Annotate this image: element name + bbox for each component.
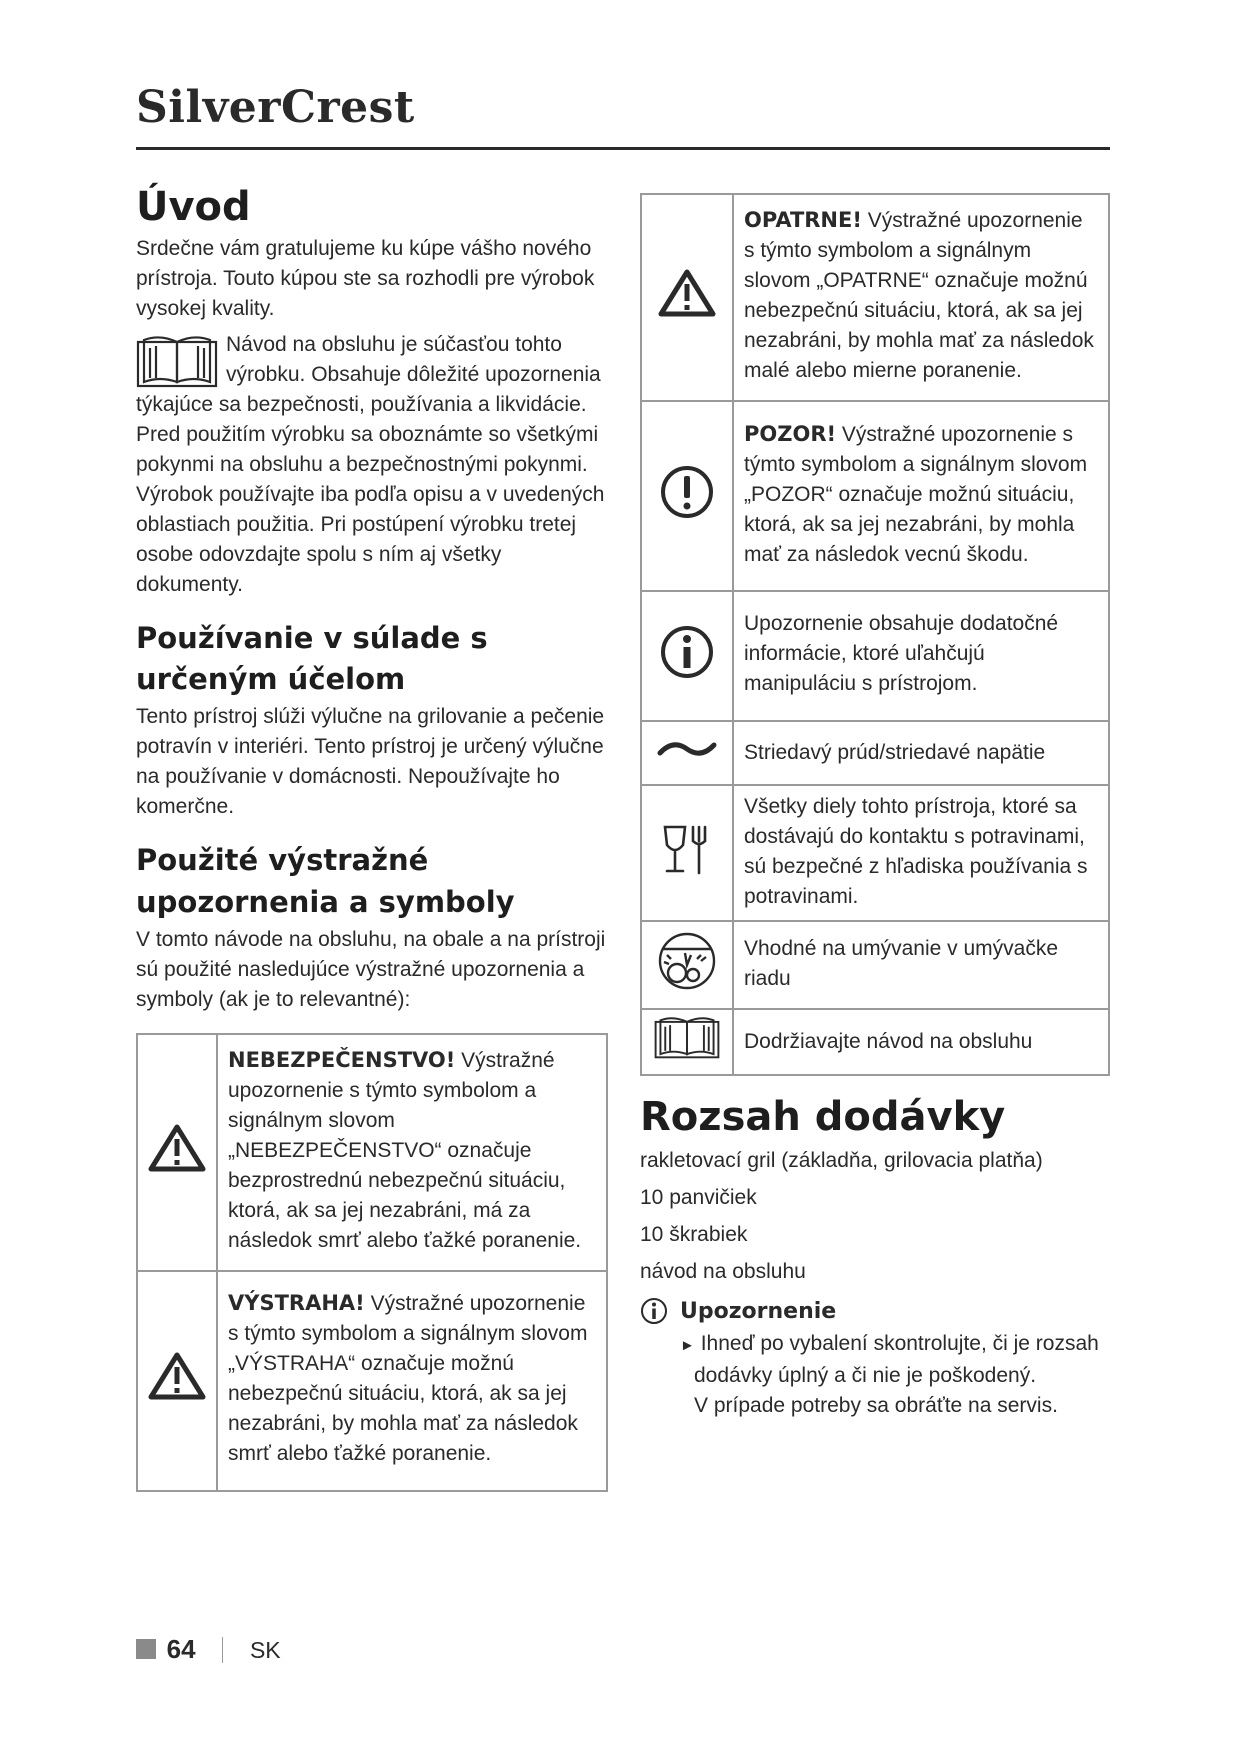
danger-keyword: NEBEZPEČENSTVO! [228, 1047, 456, 1072]
info-circle-icon [659, 624, 715, 680]
table-row [641, 1009, 1109, 1075]
list-item: 10 škrabiek [640, 1223, 748, 1246]
note-block [640, 1297, 1110, 1421]
scope-title: Rozsah dodávky [640, 1094, 1006, 1140]
manual-book-icon [654, 1015, 720, 1061]
food-safe-text: Všetky diely tohto prístroja, ktoré sa dostávajú do kontaktu s potravinami, sú bezpečné z hľadiska používania s potravinami. [744, 795, 1088, 908]
manual-text: Dodržiavajte návod na obsluhu [744, 1030, 1033, 1053]
scope-list [640, 1146, 1110, 1287]
intended-use-text: Tento prístroj slúži výlučne na grilovanie a pečenie potravín v interiéri. Tento prístroj je určený výlučne na používanie v domácnosti. Nepoužívajte ho komerčne. [136, 705, 605, 819]
alternating-current-icon [657, 737, 717, 761]
ac-text: Striedavý prúd/striedavé napätie [744, 741, 1046, 764]
caution-text: Výstražné upozornenie s týmto symbolom a signálnym slovom „OPATRNE“ označuje možnú nebezpečnú situáciu, ktorá, ak sa jej nezabráni, by mohla mať za následok malé alebo mierne poranenie. [744, 209, 1094, 382]
table-row [641, 921, 1109, 1009]
left-column [136, 184, 608, 1492]
list-item: rakletovací gril (základňa, grilovacia platňa) [640, 1149, 1043, 1172]
intro-manual-block [136, 330, 608, 600]
food-safe-icon [661, 821, 713, 877]
page-footer [136, 1634, 281, 1665]
intro-para1: Srdečne vám gratulujeme ku kúpe vášho nového prístroja. Touto kúpou ste sa rozhodli pre výrobok vysokej kvality. [136, 237, 595, 320]
note-line1: Ihneď po vybalení skontrolujte, či je rozsah dodávky úplný a či nie je poškodený. [694, 1332, 1099, 1387]
right-symbol-table [640, 193, 1110, 1076]
intro-para2: Návod na obsluhu je súčasťou tohto výrobku. Obsahuje dôležité upozornenia týkajúce sa bezpečnosti, používania a likvidácie. Pred použitím výrobku sa oboznámte so všetkými pokynmi na obsluhu a bezpečnostnými pokynmi. Výrobok používajte iba podľa opisu a v uvedených oblastiach použitia. Pri postúpení výrobku tretej osobe odovzdajte spolu s ním aj všetky dokumenty. [136, 333, 605, 596]
table-row [137, 1271, 607, 1491]
warning-keyword: VÝSTRAHA! [228, 1291, 365, 1316]
footer-divider [222, 1637, 223, 1663]
language-code: SK [249, 1637, 281, 1663]
notice-keyword: POZOR! [744, 421, 837, 446]
note-title: Upozornenie [680, 1298, 837, 1324]
notice-text: Výstražné upozornenie s týmto symbolom a signálnym slovom „POZOR“ označuje možnú situáciu, ktorá, ak sa jej nezabráni, by mohla mať za následok vecnú škodu. [744, 422, 1088, 566]
table-row [641, 401, 1109, 591]
info-circle-icon [640, 1297, 668, 1325]
table-row [137, 1034, 607, 1271]
list-item: 10 panvičiek [640, 1186, 757, 1209]
table-row [641, 591, 1109, 721]
table-row [641, 785, 1109, 921]
manual-book-icon [136, 334, 218, 390]
table-row [641, 721, 1109, 785]
intro-title: Úvod [136, 184, 251, 230]
page-marker-square [136, 1639, 156, 1659]
page-number: 64 [166, 1634, 196, 1664]
danger-text: Výstražné upozornenie s týmto symbolom a signálnym slovom „NEBEZPEČENSTVO“ označuje bezprostrednú nebezpečnú situáciu, ktorá, ak sa jej nezabráni, má za následok smrť alebo ťažké poranenie. [228, 1048, 582, 1252]
note-line2: V prípade potreby sa obráťte na servis. [694, 1394, 1058, 1417]
brand-logo: SilverCrest [136, 82, 415, 133]
header-rule [136, 147, 1110, 150]
exclamation-circle-icon [659, 464, 715, 520]
warnings-section-text: V tomto návode na obsluhu, na obale a na prístroji sú použité nasledujúce výstražné upozornenia a symboly (ak je to relevantné): [136, 927, 606, 1011]
dishwasher-safe-icon [657, 931, 717, 991]
intended-use-title: Používanie v súlade s určeným účelom [136, 621, 488, 697]
arrow-bullet-icon: ► [680, 1337, 695, 1354]
right-column [640, 193, 1110, 1421]
warning-triangle-icon [148, 1123, 206, 1173]
list-item: návod na obsluhu [640, 1260, 806, 1283]
warning-triangle-icon [658, 268, 716, 318]
caution-keyword: OPATRNE! [744, 208, 862, 232]
dishwasher-text: Vhodné na umývanie v umývačke riadu [744, 937, 1059, 990]
left-symbol-table [136, 1033, 608, 1492]
info-text: Upozornenie obsahuje dodatočné informácie, ktoré uľahčujú manipuláciu s prístrojom. [744, 612, 1059, 695]
warning-text: Výstražné upozornenie s týmto symbolom a signálnym slovom „VÝSTRAHA“ označuje možnú nebezpečnú situáciu, ktorá, ak sa jej nezabráni, by mohla mať za následok smrť alebo ťažké poranenie. [228, 1292, 588, 1466]
table-row [641, 194, 1109, 401]
warnings-section-title: Použité výstražné upozornenia a symboly [136, 843, 515, 919]
warning-triangle-icon [148, 1351, 206, 1401]
